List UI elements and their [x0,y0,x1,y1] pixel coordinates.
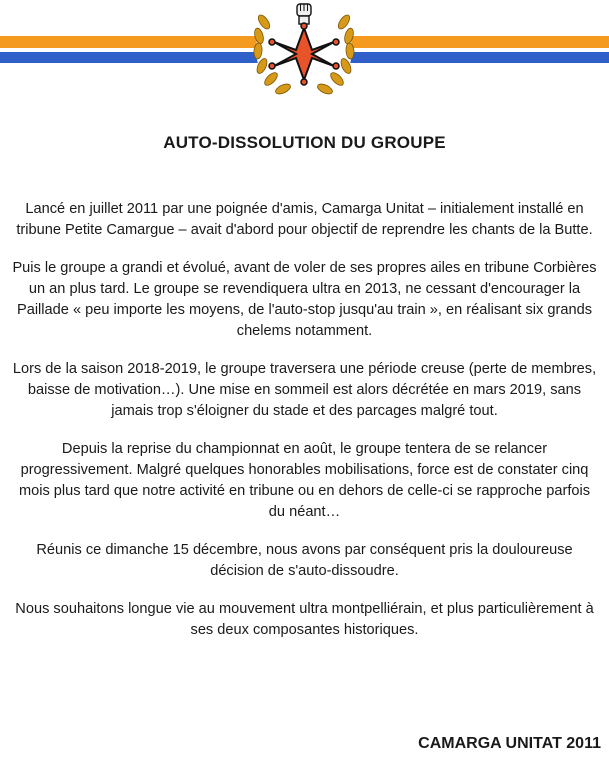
paragraph: Nous souhaitons longue vie au mouvement ultra montpelliérain, et plus particulièrement à ses deux composantes historiques. [15,601,594,638]
signature: CAMARGA UNITAT 2011 [418,735,601,752]
paragraph: Puis le groupe a grandi et évolué, avant de voler de ses propres ailes en tribune Corbières un an plus tard. Le groupe se revendiquera ultra en 2013, ne cessant d'encourager la Paillade « peu importe les moyens, de l'auto-stop jusqu'au train », en réalisant six grands chelems notamment. [12,260,597,339]
paragraph: Lors de la saison 2018-2019, le groupe traversera une période creuse (perte de membres, baisse de motivation…). Une mise en sommeil est alors décrétée en mars 2019, sans jamais trop s'éloigner du stade et des parcages malgré tout. [12,361,597,419]
paragraph: Lancé en juillet 2011 par une poignée d'amis, Camarga Unitat – initialement installé en tribune Petite Camargue – avait d'abord pour objectif de reprendre les chants de la Butte. [16,201,593,238]
raised-fist-icon [297,4,311,24]
page-title: AUTO-DISSOLUTION DU GROUPE [163,133,446,152]
paragraph: Réunis ce dimanche 15 décembre, nous avons par conséquent pris la douloureuse décision de s'auto-dissoudre. [36,542,573,579]
occitan-cross-emblem-icon [248,0,360,106]
statement-body [12,199,597,658]
paragraph: Depuis la reprise du championnat en août, le groupe tentera de se relancer progressivement. Malgré quelques honorables mobilisations, force est de constater cinq mois plus tard que notre activité en tribune ou en dehors de celle-ci se rapproche parfois du néant… [18,441,591,520]
